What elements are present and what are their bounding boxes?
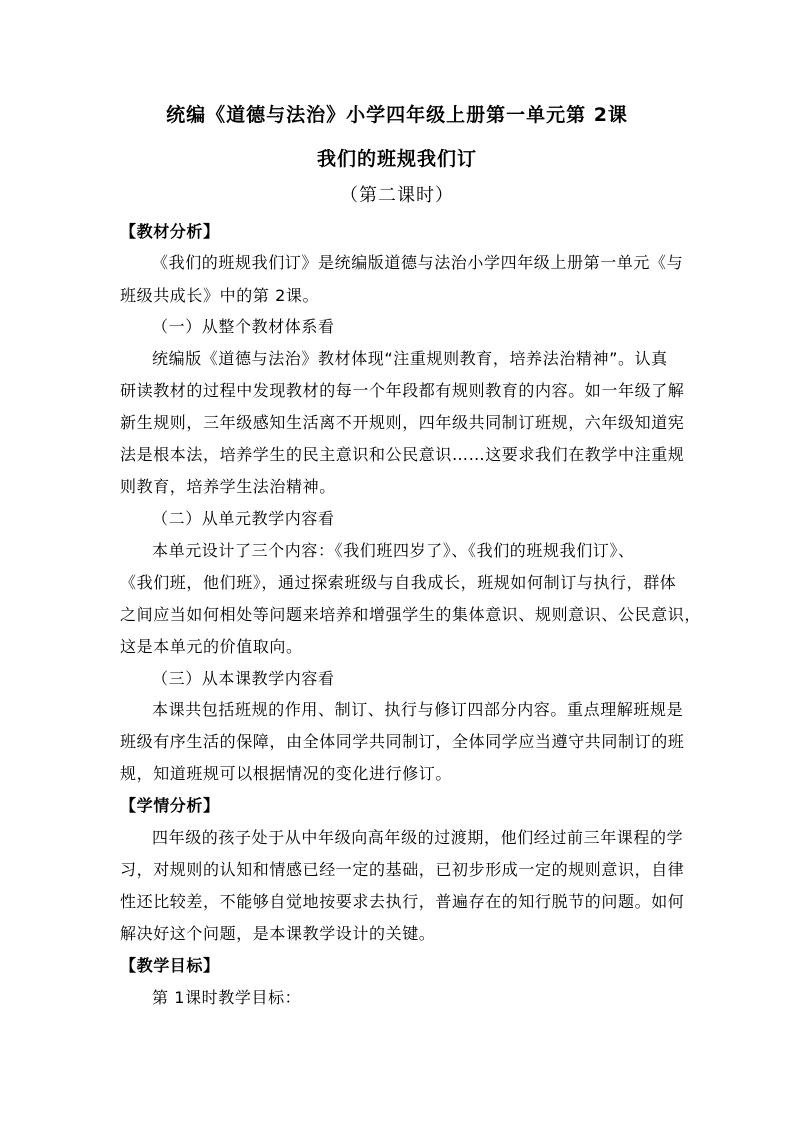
section-heading-teaching-goals: 【教学目标】 [120, 956, 220, 975]
subheading-unit-content: （二）从单元教学内容看 [152, 509, 335, 528]
section-heading-student-analysis: 【学情分析】 [120, 796, 220, 815]
paragraph-line: 规，知道班规可以根据情况的变化进行修订。 [120, 764, 453, 783]
paragraph-line: 新生规则，三年级感知生活离不开规则，四年级共同制订班规，六年级知道宪 [120, 413, 685, 432]
subheading-curriculum-system: （一）从整个教材体系看 [152, 317, 335, 336]
section-heading-textbook-analysis: 【教材分析】 [120, 222, 220, 241]
paragraph-line: 本课共包括班规的作用、制订、执行与修订四部分内容。重点理解班规是 [152, 700, 684, 719]
paragraph-line: 《我们班，他们班》，通过探索班级与自我成长，班规如何制订与执行，群体 [120, 573, 677, 592]
paragraph-line: 法是根本法，培养学生的民主意识和公民意识……这要求我们在教学中注重规 [120, 445, 685, 464]
paragraph-line: 研读教材的过程中发现教材的每一个年段都有规则教育的内容。如一年级了解 [120, 381, 685, 400]
paragraph-line: 本单元设计了三个内容：《我们班四岁了》、《我们的班规我们订》、 [152, 541, 635, 560]
paragraph-line: 这是本单元的价值取向。 [120, 637, 303, 656]
lesson-title: 我们的班规我们订 [316, 148, 477, 170]
paragraph-line: 《我们的班规我们订》是统编版道德与法治小学四年级上册第一单元《与 [152, 253, 684, 272]
paragraph-line: 四年级的孩子处于从中年级向高年级的过渡期，他们经过前三年课程的学 [152, 828, 684, 847]
paragraph-line: 第 1课时教学目标： [152, 988, 302, 1007]
paragraph-line: 则教育，培养学生法治精神。 [120, 477, 336, 496]
lesson-period: （第二课时） [340, 185, 454, 206]
paragraph-line: 习，对规则的认知和情感已经一定的基础，已初步形成一定的规则意识，自律 [120, 860, 685, 879]
subheading-lesson-content: （三）从本课教学内容看 [152, 669, 335, 688]
paragraph-line: 解决好这个问题，是本课教学设计的关键。 [120, 924, 436, 943]
document-title: 统编《道德与法治》小学四年级上册第一单元第 2课 [166, 104, 628, 126]
paragraph-line: 统编版《道德与法治》教材体现“注重规则教育，培养法治精神”。认真 [152, 349, 668, 368]
paragraph-line: 班级有序生活的保障，由全体同学共同制订，全体同学应当遵守共同制订的班 [120, 732, 685, 751]
paragraph-line: 性还比较差，不能够自觉地按要求去执行，普遍存在的知行脱节的问题。如何 [120, 892, 685, 911]
paragraph-line: 班级共成长》中的第 2课。 [120, 286, 320, 305]
paragraph-line: 之间应当如何相处等问题来培养和增强学生的集体意识、规则意识、公民意识， [120, 605, 702, 624]
